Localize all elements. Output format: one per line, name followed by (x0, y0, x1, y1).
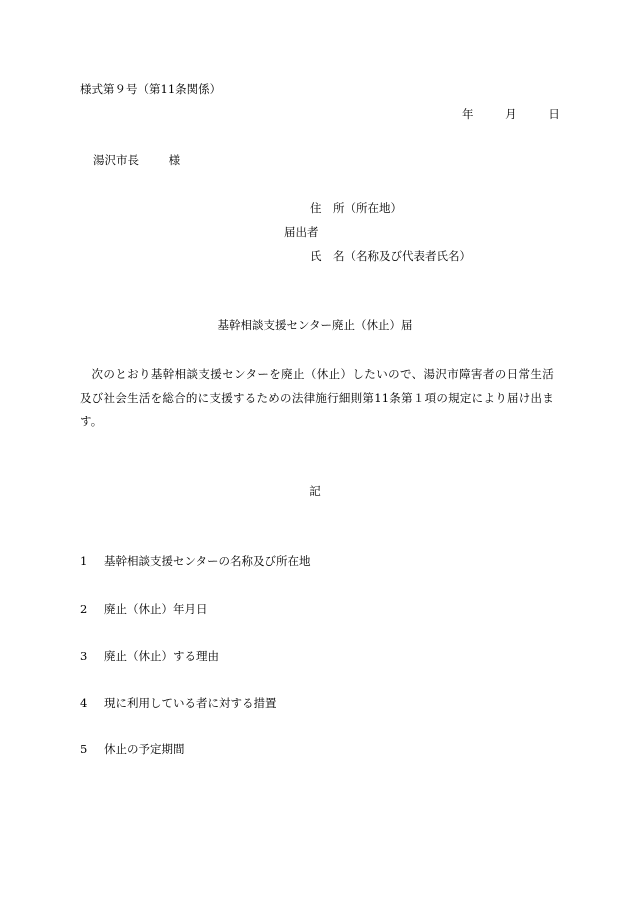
list-item (80, 698, 277, 710)
submitter-name-label: 氏 名（名称及び代表者氏名） (310, 249, 471, 263)
list-item (80, 651, 219, 663)
list-item-number: 3 (80, 649, 88, 663)
list-item-label: 休止の予定期間 (104, 742, 185, 756)
list-item (80, 604, 208, 616)
date-day: 日 (548, 107, 560, 121)
list-item-number: 1 (80, 554, 88, 568)
submitter-label: 届出者 (284, 225, 319, 239)
addressee (93, 155, 180, 167)
list-item-label: 基幹相談支援センターの名称及び所在地 (104, 554, 311, 568)
date-line (462, 109, 560, 121)
body-text: 次のとおり基幹相談支援センターを廃止（休止）したいので、湯沢市障害者の日常生活及び社会生活を総合的に支援するための法律施行細則第11条第１項の規定により届け出ます。 (80, 367, 554, 428)
addressee-honorific: 様 (168, 153, 181, 167)
list-item-label: 廃止（休止）年月日 (104, 602, 208, 616)
form-number: 様式第９号（第11条関係） (80, 82, 222, 96)
list-item-number: 5 (80, 742, 88, 756)
list-item (80, 744, 185, 756)
list-item-number: 2 (80, 602, 88, 616)
submitter-address-label: 住 所（所在地） (310, 201, 402, 215)
list-item-number: 4 (80, 696, 88, 710)
date-month: 月 (505, 107, 517, 121)
date-year: 年 (462, 107, 474, 121)
addressee-name: 湯沢市長 (93, 153, 139, 167)
list-item-label: 現に利用している者に対する措置 (104, 696, 277, 710)
document-title: 基幹相談支援センター廃止（休止）届 (217, 318, 413, 332)
list-item (80, 556, 311, 568)
ki-heading: 記 (309, 484, 321, 498)
list-item-label: 廃止（休止）する理由 (104, 649, 219, 663)
